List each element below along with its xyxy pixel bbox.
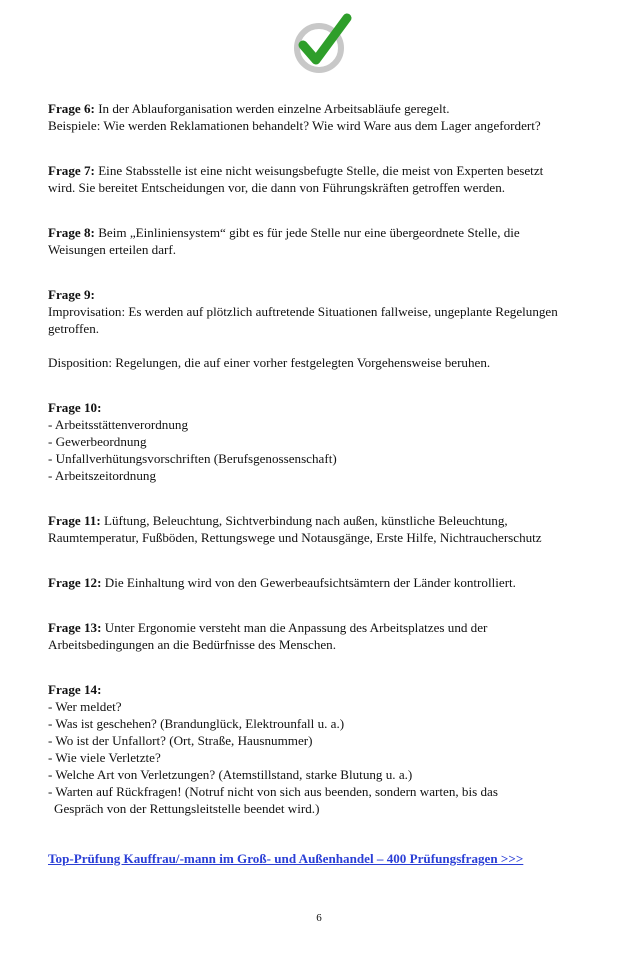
question-label: Frage 8: xyxy=(48,225,95,240)
answer-text: Eine Stabsstelle ist eine nicht weisungsbefugte Stelle, die meist von Experten besetzt xyxy=(98,163,544,178)
list-item: - Unfallverhütungsvorschriften (Berufsgenossenschaft) xyxy=(48,451,337,466)
list-item: - Arbeitsstättenverordnung xyxy=(48,417,188,432)
answer-text: getroffen. xyxy=(48,321,100,336)
answer-text: Weisungen erteilen darf. xyxy=(48,242,177,257)
answer-text: Improvisation: Es werden auf plötzlich auftretende Situationen fallweise, ungeplante Regelungen xyxy=(48,304,558,319)
question-label: Frage 9: xyxy=(48,287,95,302)
question-label: Frage 10: xyxy=(48,400,102,415)
list-item: - Warten auf Rückfragen! (Notruf nicht von sich aus beenden, sondern warten, bis das xyxy=(48,784,498,799)
question-label: Frage 12: xyxy=(48,575,102,590)
answer-text: Beispiele: Wie werden Reklamationen behandelt? Wie wird Ware aus dem Lager angefordert? xyxy=(48,118,541,133)
question-label: Frage 7: xyxy=(48,163,95,178)
answer-text: Die Einhaltung wird von den Gewerbeaufsichtsämtern der Länder kontrolliert. xyxy=(104,575,516,590)
question-label: Frage 14: xyxy=(48,682,102,697)
answer-frage-8 xyxy=(48,224,593,258)
answer-text: Arbeitsbedingungen an die Bedürfnisse des Menschen. xyxy=(48,637,336,652)
list-item: - Gewerbeordnung xyxy=(48,434,147,449)
answer-text: Lüftung, Beleuchtung, Sichtverbindung nach außen, künstliche Beleuchtung, xyxy=(104,513,508,528)
answers-content xyxy=(48,100,593,817)
answer-text: Unter Ergonomie versteht man die Anpassung des Arbeitsplatzes und der xyxy=(104,620,488,635)
answer-frage-6 xyxy=(48,100,593,134)
answer-text: Beim „Einliniensystem“ gibt es für jede Stelle nur eine übergeordnete Stelle, die xyxy=(98,225,520,240)
question-label: Frage 6: xyxy=(48,101,95,116)
answer-frage-7 xyxy=(48,162,593,196)
checkmark-logo-icon xyxy=(289,12,353,76)
blank-line xyxy=(48,337,593,354)
answer-text: wird. Sie bereitet Entscheidungen vor, die dann von Führungskräften getroffen werden. xyxy=(48,180,506,195)
answer-frage-9 xyxy=(48,286,593,371)
question-label: Frage 11: xyxy=(48,513,101,528)
list-item: - Wo ist der Unfallort? (Ort, Straße, Hausnummer) xyxy=(48,733,313,748)
answer-text: Raumtemperatur, Fußböden, Rettungswege und Notausgänge, Erste Hilfe, Nichtraucherschutz xyxy=(48,530,542,545)
exam-book-link[interactable]: Top-Prüfung Kauffrau/-mann im Groß- und Außenhandel – 400 Prüfungsfragen >>> xyxy=(48,851,524,866)
list-item: - Arbeitszeitordnung xyxy=(48,468,156,483)
answer-frage-14 xyxy=(48,681,593,817)
list-item: - Welche Art von Verletzungen? (Atemstillstand, starke Blutung u. a.) xyxy=(48,767,413,782)
answer-frage-10 xyxy=(48,399,593,484)
list-item: Gespräch von der Rettungsleitstelle beendet wird.) xyxy=(54,801,320,816)
answer-frage-12 xyxy=(48,574,593,591)
answer-text: In der Ablauforganisation werden einzelne Arbeitsabläufe geregelt. xyxy=(98,101,450,116)
question-label: Frage 13: xyxy=(48,620,102,635)
list-item: - Was ist geschehen? (Brandunglück, Elektrounfall u. a.) xyxy=(48,716,345,731)
answer-frage-11 xyxy=(48,512,593,546)
answer-text: Disposition: Regelungen, die auf einer vorher festgelegten Vorgehensweise beruhen. xyxy=(48,355,491,370)
list-item: - Wie viele Verletzte? xyxy=(48,750,161,765)
list-item: - Wer meldet? xyxy=(48,699,122,714)
answer-frage-13 xyxy=(48,619,593,653)
page-number: 6 xyxy=(316,912,322,924)
